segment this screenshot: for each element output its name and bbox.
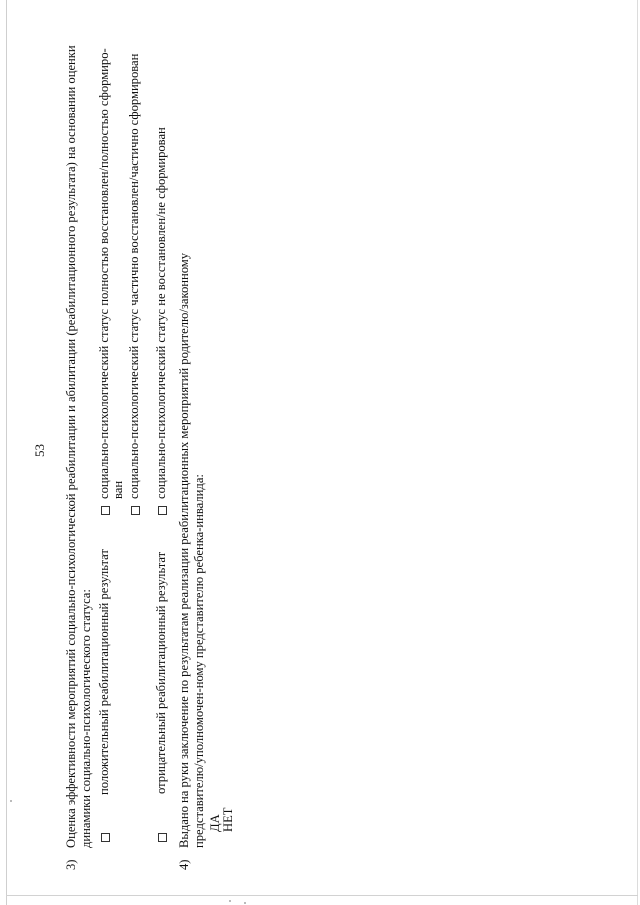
rotated-document-page	[20, 20, 620, 880]
section-4-text: Выдано на руки заключение по результатам реализации реабилитационных мероприятий родителю/законному представителю/уполномочен-ному представителю ребенка-инвалида:	[177, 252, 206, 848]
page-number: 53	[32, 444, 47, 457]
scan-speck	[10, 800, 12, 802]
option-full-text: социально-психологический статус полностью восстановлен/полностью сформиро-	[97, 48, 111, 499]
option-full-checkbox[interactable]	[101, 506, 110, 515]
negative-result-checkbox[interactable]	[158, 833, 167, 842]
section-4-number: 4)	[177, 859, 191, 870]
negative-result-label: отрицательный реабилитационный результат	[154, 551, 168, 794]
page-edge-bottom	[6, 895, 638, 896]
positive-result-checkbox[interactable]	[101, 833, 110, 842]
section-3-number: 3)	[64, 859, 78, 870]
answer-no[interactable]: НЕТ	[221, 807, 235, 832]
section-3-title: Оценка эффективности мероприятий социально-психологической реабилитации и абилитации (реабилитационного результата) на основании оценки динамики социально-психологического статуса:	[64, 45, 93, 848]
option-none-text: социально-психологический статус не восстановлен/не сформирован	[154, 127, 168, 499]
option-full-text-wrap: ван	[111, 480, 125, 499]
answer-yes[interactable]: ДА	[208, 814, 222, 832]
page-edge-left	[6, 0, 7, 905]
scan-speck	[244, 902, 246, 904]
positive-result-label: положительный реабилитационный результат	[97, 549, 111, 795]
option-none-checkbox[interactable]	[158, 506, 167, 515]
page-edge-right	[637, 0, 638, 905]
scan-speck	[229, 900, 231, 902]
option-partial-checkbox[interactable]	[131, 506, 140, 515]
option-partial-text: социально-психологический статус частично восстановлен/частично сформирован	[127, 53, 141, 499]
